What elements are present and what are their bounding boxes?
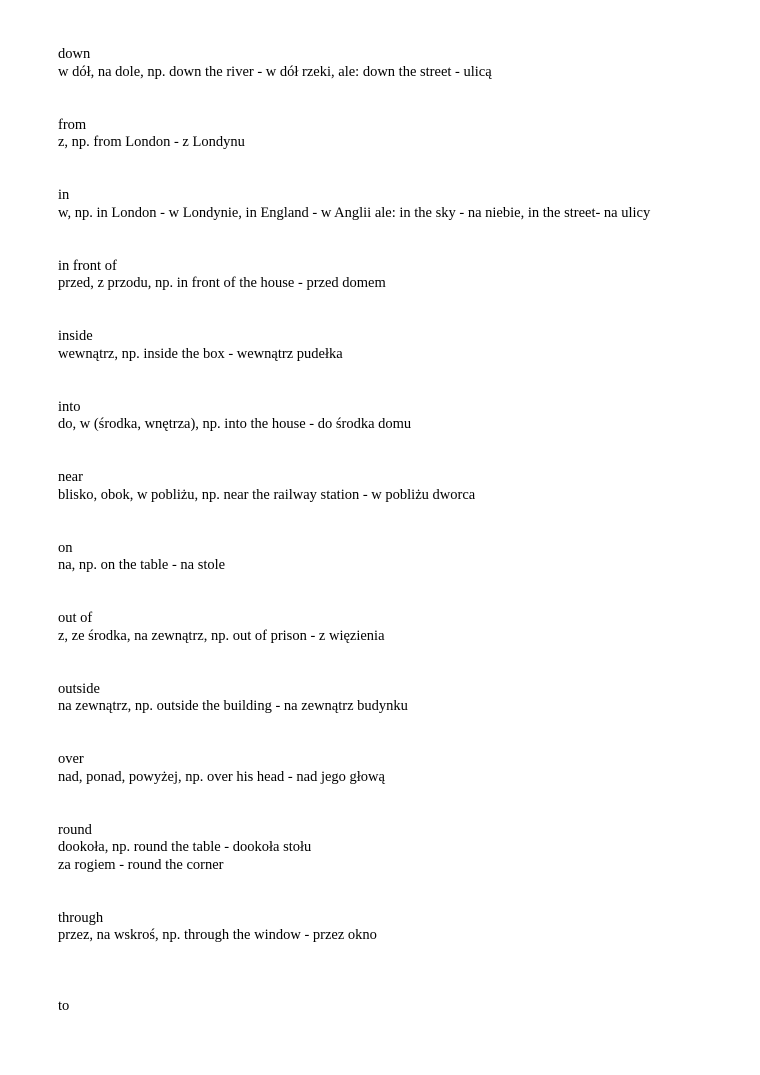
- entry-definition: wewnątrz, np. inside the box - wewnątrz pudełka: [58, 345, 343, 362]
- entry-near: [58, 469, 748, 504]
- entry-term: outside: [58, 680, 100, 697]
- entry-term: near: [58, 469, 83, 485]
- entry-term: in: [58, 187, 70, 203]
- entry-definition: do, w (środka, wnętrza), np. into the house - do środka domu: [58, 416, 412, 433]
- entry-round: [58, 822, 748, 875]
- entry-in-front-of: [58, 258, 748, 293]
- entry-into: [58, 399, 748, 434]
- entry-inside: [58, 328, 748, 363]
- entry-definition: za rogiem - round the corner: [58, 856, 224, 873]
- entry-definition: w dół, na dole, np. down the river - w dół rzeki, ale: down the street - ulicą: [58, 63, 492, 80]
- entry-definition: na, np. on the table - na stole: [58, 557, 226, 574]
- entry-term: through: [58, 909, 104, 926]
- entry-definition: na zewnątrz, np. outside the building - na zewnątrz budynku: [58, 698, 408, 715]
- entry-from: [58, 117, 748, 152]
- entry-definition: z, ze środka, na zewnątrz, np. out of prison - z więzienia: [58, 627, 385, 644]
- entry-term: from: [58, 116, 87, 133]
- entry-out-of: [58, 610, 748, 645]
- entry-term: into: [58, 398, 81, 415]
- entry-definition: przez, na wskroś, np. through the window - przez okno: [58, 927, 377, 944]
- entry-term: over: [58, 751, 84, 767]
- entry-term: to: [58, 998, 70, 1014]
- entry-to: [58, 998, 748, 1016]
- entry-definition: dookoła, np. round the table - dookoła stołu: [58, 839, 312, 856]
- entry-definition: z, np. from London - z Londynu: [58, 134, 245, 151]
- entry-term: out of: [58, 610, 93, 626]
- entry-definition: nad, ponad, powyżej, np. over his head - nad jego głową: [58, 768, 385, 785]
- entry-definition: blisko, obok, w pobliżu, np. near the railway station - w pobliżu dworca: [58, 486, 476, 503]
- entry-down: [58, 46, 748, 81]
- entry-in: [58, 187, 748, 222]
- entry-through: [58, 910, 748, 945]
- entry-outside: [58, 681, 748, 716]
- entry-definition: przed, z przodu, np. in front of the house - przed domem: [58, 275, 386, 292]
- entry-on: [58, 540, 748, 575]
- entry-over: [58, 751, 748, 786]
- entry-term: round: [58, 821, 92, 838]
- entry-term: in front of: [58, 257, 117, 274]
- entry-term: on: [58, 539, 73, 556]
- entry-definition: w, np. in London - w Londynie, in England - w Anglii ale: in the sky - na niebie, in the street- na ulicy: [58, 204, 651, 221]
- entry-term: down: [58, 46, 91, 62]
- entry-term: inside: [58, 328, 93, 344]
